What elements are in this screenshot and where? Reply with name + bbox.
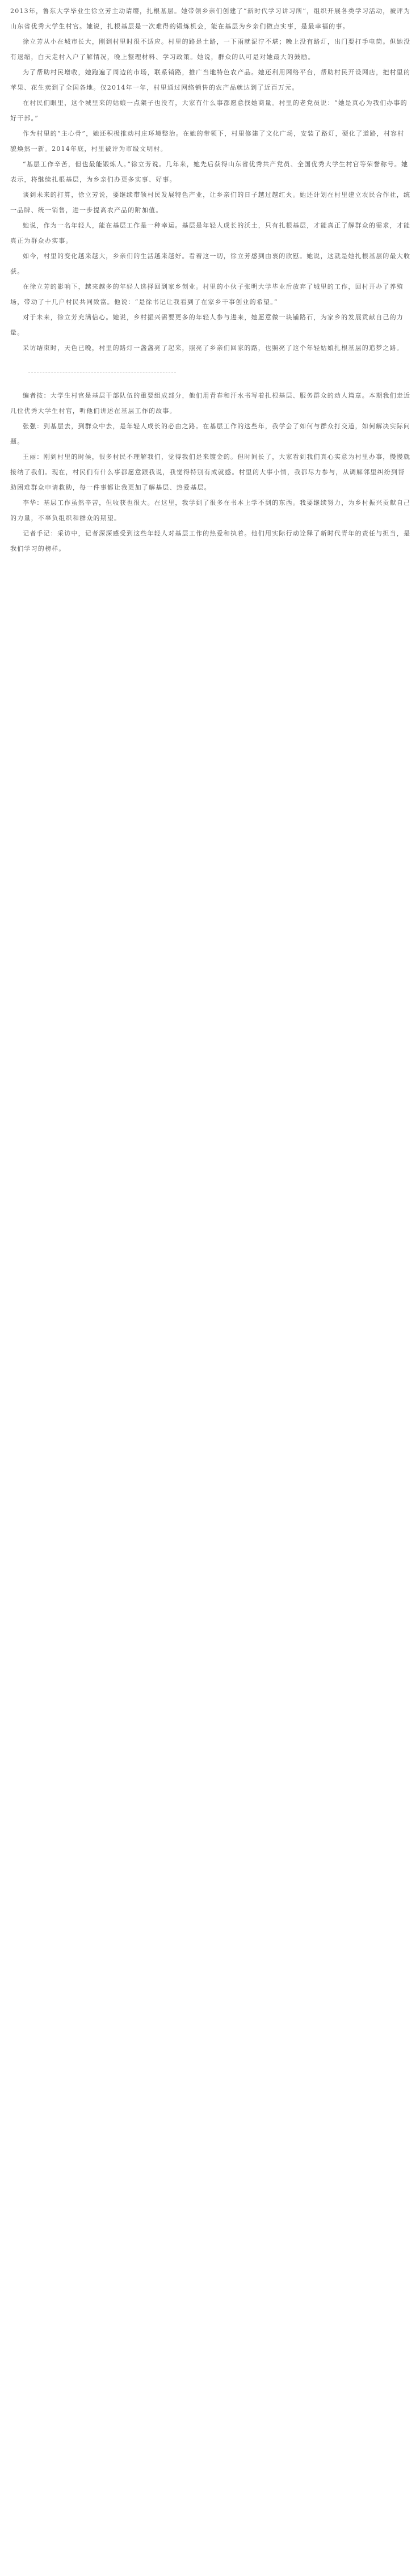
article-paragraph: 记者手记：采访中，记者深深感受到这些年轻人对基层工作的热爱和执着。他们用实际行动诠释了新时代青年的责任与担当，是我们学习的榜样。 [10,530,411,552]
article-paragraph: 2013年，鲁东大学毕业生徐立芳主动请缨，扎根基层。她带领乡亲们创建了“新时代学习讲习所”，组织开展各类学习活动，被评为山东省优秀大学生村官。她说，扎根基层是一次难得的锻炼机会，能在基层为乡亲们做点实事，是最幸福的事。 [10,7,411,30]
article-paragraph: 她说，作为一名年轻人，能在基层工作是一种幸运。基层是年轻人成长的沃土，只有扎根基层，才能真正了解群众的需求，才能真正为群众办实事。 [10,222,411,244]
article-paragraph: “基层工作辛苦，但也最能锻炼人。”徐立芳说。几年来，她先后获得山东省优秀共产党员、全国优秀大学生村官等荣誉称号。她表示，将继续扎根基层，为乡亲们办更多实事、好事。 [10,161,409,183]
article-paragraph: 采访结束时，天色已晚，村里的路灯一盏盏亮了起来，照亮了乡亲们回家的路，也照亮了这个年轻姑娘扎根基层的追梦之路。 [23,344,404,352]
article-paragraph: 作为村里的“主心骨”，她还积极推动村庄环境整治。在她的带领下，村里修建了文化广场，安装了路灯，硬化了道路，村容村貌焕然一新。2014年底，村里被评为市级文明村。 [10,130,405,153]
article-paragraph: 在村民们眼里，这个城里来的姑娘一点架子也没有，大家有什么事都愿意找她商量。村里的老党员说：“她是真心为我们办事的好干部。” [10,99,408,122]
article-paragraph: 李华：基层工作虽然辛苦，但收获也很大。在这里，我学到了很多在书本上学不到的东西。我要继续努力，为乡村振兴贡献自己的力量，不辜负组织和群众的期望。 [10,499,411,522]
article-paragraph: 张强：到基层去，到群众中去，是年轻人成长的必由之路。在基层工作的这些年，我学会了如何与群众打交道，如何解决实际问题。 [10,423,411,445]
article-paragraph: 如今，村里的变化越来越大，乡亲们的生活越来越好。看着这一切，徐立芳感到由衷的欣慰。她说，这就是她扎根基层的最大收获。 [10,252,411,275]
article-paragraph: 徐立芳从小在城市长大，刚到村里时很不适应。村里的路是土路，一下雨就泥泞不堪；晚上没有路灯，出门要打手电筒。但她没有退缩，白天走村入户了解情况，晚上整理材料、学习政策。她说，群众的认可是对她最大的鼓励。 [10,38,411,61]
article-paragraph: 编者按：大学生村官是基层干部队伍的重要组成部分，他们用青春和汗水书写着扎根基层、服务群众的动人篇章。本期我们走近几位优秀大学生村官，听他们讲述在基层工作的故事。 [10,392,411,415]
article-paragraph: 为了帮助村民增收，她跑遍了周边的市场，联系销路，推广当地特色农产品。她还利用网络平台，帮助村民开设网店，把村里的苹果、花生卖到了全国各地。仅2014年一年，村里通过网络销售的农产品就达到了近百万元。 [10,69,411,91]
article-paragraph: 对于未来，徐立芳充满信心。她说，乡村振兴需要更多的年轻人参与进来，她愿意做一块铺路石，为家乡的发展贡献自己的力量。 [10,314,404,336]
article-paragraph: 谈到未来的打算，徐立芳说，要继续带领村民发展特色产业，让乡亲们的日子越过越红火。她还计划在村里建立农民合作社，统一品牌、统一销售，进一步提高农产品的附加值。 [10,191,411,214]
article-paragraph: 王丽：刚到村里的时候，很多村民不理解我们，觉得我们是来镀金的。但时间长了，大家看到我们真心实意为村里办事，慢慢就接纳了我们。现在，村民们有什么事都愿意跟我说，我觉得特别有成就感。村里的大事小情，我都尽力参与，从调解邻里纠纷到帮助困难群众申请救助，每一件事都让我更加了解基层、热爱基层。 [10,453,411,491]
article-paragraph: 在徐立芳的影响下，越来越多的年轻人选择回到家乡创业。村里的小伙子张明大学毕业后放弃了城里的工作，回村开办了养殖场，带动了十几户村民共同致富。他说：“是徐书记让我看到了在家乡干事创业的希望。” [10,283,404,306]
